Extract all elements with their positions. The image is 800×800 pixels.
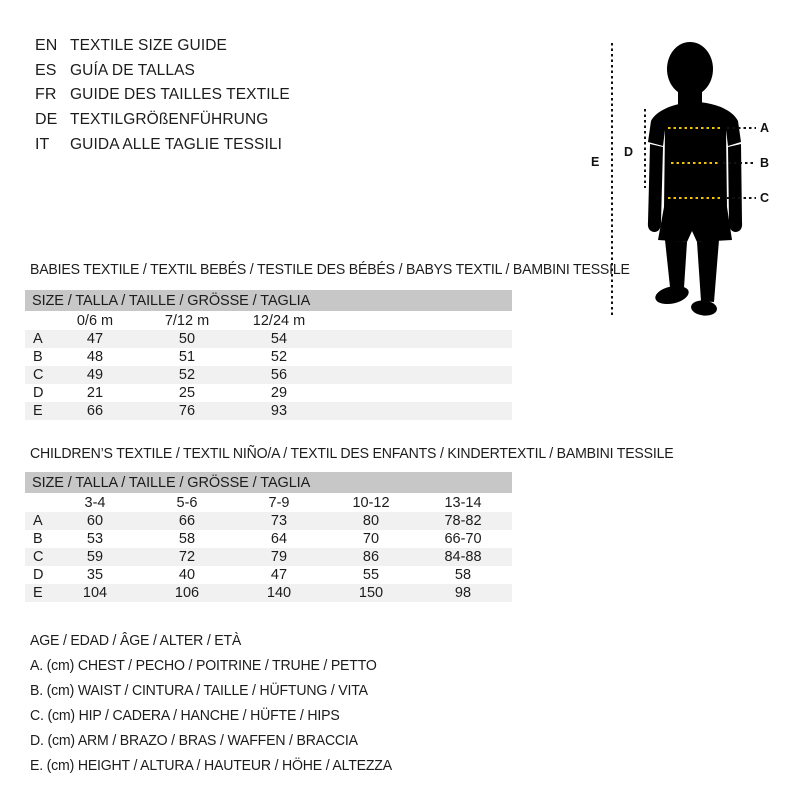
legend-age: AGE / EDAD / ÂGE / ALTER / ETÀ xyxy=(30,632,242,649)
cell: 47 xyxy=(270,567,288,583)
table-row xyxy=(25,348,512,366)
cell: 73 xyxy=(270,513,288,529)
row-label: B xyxy=(33,531,43,547)
legend-item-hip: C. (cm) HIP / CADERA / HANCHE / HÜFTE / HIPS xyxy=(30,707,340,724)
cell: 64 xyxy=(270,531,288,547)
language-title: GUIDA ALLE TAGLIE TESSILI xyxy=(70,135,283,153)
cell: 66 xyxy=(86,403,104,419)
cell: 48 xyxy=(86,349,104,365)
cell: 25 xyxy=(178,385,196,401)
cell: 72 xyxy=(178,549,196,565)
column-header: 5-6 xyxy=(176,494,198,511)
cell: 52 xyxy=(178,367,196,383)
column-header: 12/24 m xyxy=(252,312,306,329)
cell: 52 xyxy=(270,349,288,365)
cell: 59 xyxy=(86,549,104,565)
column-header: 0/6 m xyxy=(76,312,114,329)
marker-label-a: A xyxy=(760,121,770,135)
row-label: C xyxy=(33,549,44,565)
row-label: A xyxy=(33,513,43,529)
language-title-list xyxy=(35,34,297,157)
cell: 55 xyxy=(362,567,380,583)
cell: 78-82 xyxy=(444,513,482,529)
language-code: ES xyxy=(35,61,57,79)
language-row xyxy=(35,132,297,157)
language-row xyxy=(35,108,297,133)
cell: 29 xyxy=(270,385,288,401)
legend-item-arm: D. (cm) ARM / BRAZO / BRAS / WAFFEN / BRACCIA xyxy=(30,732,358,749)
table-row xyxy=(25,566,512,584)
left-leg xyxy=(665,240,687,288)
cell: 86 xyxy=(362,549,380,565)
cell: 54 xyxy=(270,331,288,347)
child-silhouette xyxy=(648,42,742,317)
language-row xyxy=(35,83,297,108)
corner-cell xyxy=(25,311,49,330)
cell: 58 xyxy=(454,567,472,583)
cell: 84-88 xyxy=(444,549,482,565)
table-row xyxy=(25,548,512,566)
column-header: 7/12 m xyxy=(164,312,210,329)
cell: 66-70 xyxy=(444,531,482,547)
table-row xyxy=(25,366,512,384)
cell: 140 xyxy=(266,585,292,601)
marker-label-b: B xyxy=(760,156,770,170)
left-shoe xyxy=(654,283,691,307)
babies-column-header-row xyxy=(25,311,512,330)
column-header: 7-9 xyxy=(268,494,290,511)
left-arm xyxy=(648,144,663,232)
row-label: C xyxy=(33,367,44,383)
cell: 35 xyxy=(86,567,104,583)
children-section-title: CHILDREN’S TEXTILE / TEXTIL NIÑO/A / TEXTIL DES ENFANTS / KINDERTEXTIL / BAMBINI TESSILE xyxy=(30,445,674,462)
row-label: A xyxy=(33,331,43,347)
column-header: 13-14 xyxy=(444,494,482,511)
row-label: D xyxy=(33,385,44,401)
marker-label-e: E xyxy=(591,155,600,169)
table-row xyxy=(25,584,512,602)
row-label: B xyxy=(33,349,43,365)
row-label: D xyxy=(33,567,44,583)
cell: 98 xyxy=(454,585,472,601)
cell: 106 xyxy=(174,585,200,601)
child-silhouette-figure xyxy=(580,30,800,330)
table-row xyxy=(25,402,512,420)
table-row xyxy=(25,330,512,348)
language-title: TEXTILGRÖßENFÜHRUNG xyxy=(70,111,269,129)
babies-section-title: BABIES TEXTILE / TEXTIL BEBÉS / TESTILE DES BÉBÉS / BABYS TEXTIL / BAMBINI TESSILE xyxy=(30,261,630,278)
right-leg xyxy=(697,240,719,302)
children-size-header-bar: SIZE / TALLA / TAILLE / GRÖSSE / TAGLIA xyxy=(25,472,512,493)
language-row xyxy=(35,34,297,59)
babies-size-header-bar: SIZE / TALLA / TAILLE / GRÖSSE / TAGLIA xyxy=(25,290,512,311)
legend-item-height: E. (cm) HEIGHT / ALTURA / HAUTEUR / HÖHE / ALTEZZA xyxy=(30,757,392,774)
language-code: DE xyxy=(35,111,58,129)
table-row xyxy=(25,530,512,548)
cell: 21 xyxy=(86,385,104,401)
cell: 47 xyxy=(86,331,104,347)
language-code: FR xyxy=(35,86,57,104)
cell: 104 xyxy=(82,585,108,601)
marker-label-d: D xyxy=(624,145,634,159)
language-row xyxy=(35,59,297,84)
marker-label-c: C xyxy=(760,191,770,205)
right-arm xyxy=(728,144,742,232)
cell: 79 xyxy=(270,549,288,565)
table-row xyxy=(25,512,512,530)
cell: 58 xyxy=(178,531,196,547)
language-title: GUIDE DES TAILLES TEXTILE xyxy=(70,86,290,104)
column-header: 3-4 xyxy=(84,494,106,511)
cell: 51 xyxy=(178,349,196,365)
cell: 66 xyxy=(178,513,196,529)
legend-item-chest: A. (cm) CHEST / PECHO / POITRINE / TRUHE / PETTO xyxy=(30,657,377,674)
cell: 53 xyxy=(86,531,104,547)
language-title: TEXTILE SIZE GUIDE xyxy=(70,37,227,55)
column-header: 10-12 xyxy=(352,494,390,511)
language-code: EN xyxy=(35,37,58,55)
language-code: IT xyxy=(35,135,50,153)
measurement-legend xyxy=(30,628,415,778)
shorts xyxy=(658,207,732,242)
babies-table xyxy=(25,290,512,420)
corner-cell xyxy=(25,493,49,512)
cell: 76 xyxy=(178,403,196,419)
cell: 93 xyxy=(270,403,288,419)
cell: 49 xyxy=(86,367,104,383)
cell: 70 xyxy=(362,531,380,547)
cell: 40 xyxy=(178,567,196,583)
legend-item-waist: B. (cm) WAIST / CINTURA / TAILLE / HÜFTUNG / VITA xyxy=(30,682,368,699)
cell: 150 xyxy=(358,585,384,601)
cell: 50 xyxy=(178,331,196,347)
children-table xyxy=(25,472,512,602)
cell: 60 xyxy=(86,513,104,529)
cell: 80 xyxy=(362,513,380,529)
cell: 56 xyxy=(270,367,288,383)
language-title: GUÍA DE TALLAS xyxy=(70,61,196,79)
table-row xyxy=(25,384,512,402)
row-label: E xyxy=(33,585,43,601)
children-column-header-row xyxy=(25,493,512,512)
row-label: E xyxy=(33,403,43,419)
